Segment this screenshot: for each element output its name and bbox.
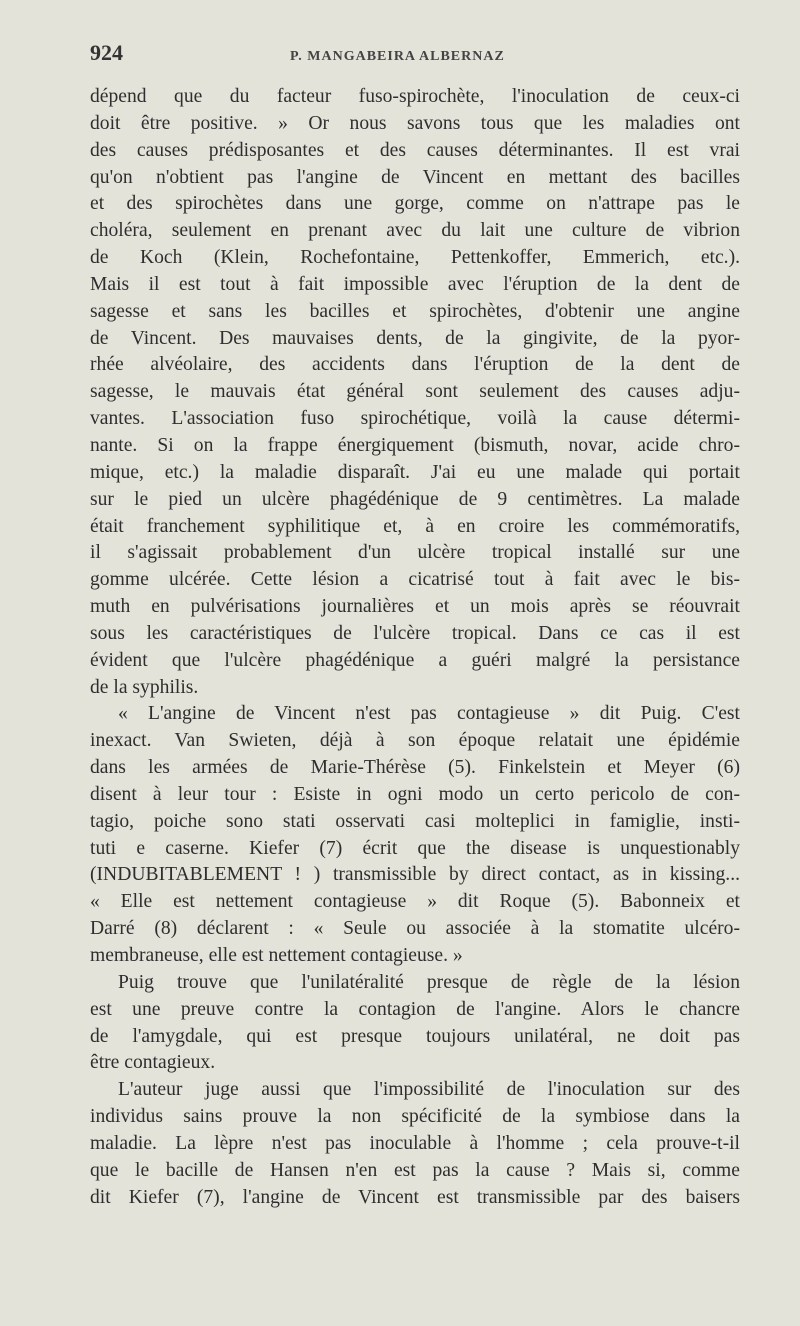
text-line: mique, etc.) la maladie disparaît. J'ai eu une malade qui portait (90, 461, 740, 483)
text-line: maladie. La lèpre n'est pas inoculable à l'homme ; cela prouve-t-il (90, 1132, 740, 1154)
text-line: membraneuse, elle est nettement contagieuse. » (90, 945, 463, 966)
text-line: et des spirochètes dans une gorge, comme on n'attrape pas le (90, 193, 740, 215)
text-line: dit Kiefer (7), l'angine de Vincent est transmissible par des baisers (90, 1186, 740, 1208)
running-head: P. MANGABEIRA ALBERNAZ (290, 49, 505, 64)
text-line: (INDUBITABLEMENT ! ) transmissible by direct contact, as in kissing... (90, 864, 740, 886)
text-line: est une preuve contre la contagion de l'angine. Alors le chancre (90, 998, 740, 1020)
text-line: sagesse et sans les bacilles et spirochètes, d'obtenir une angine (90, 300, 740, 322)
text-line: dans les armées de Marie-Thérèse (5). Finkelstein et Meyer (6) (90, 757, 740, 779)
text-line: de Koch (Klein, Rochefontaine, Pettenkoffer, Emmerich, etc.). (90, 247, 740, 269)
text-line: qu'on n'obtient pas l'angine de Vincent en mettant des bacilles (90, 166, 740, 188)
text-line: doit être positive. » Or nous savons tous que les maladies ont (90, 112, 740, 134)
body-text (90, 84, 740, 1211)
text-line: de l'amygdale, qui est presque toujours unilatéral, ne doit pas (90, 1025, 740, 1047)
text-line: nante. Si on la frappe énergiquement (bismuth, novar, acide chro- (90, 434, 740, 456)
text-line: Puig trouve que l'unilatéralité presque de règle de la lésion (118, 971, 740, 993)
text-line: rhée alvéolaire, des accidents dans l'éruption de la dent de (90, 354, 740, 376)
text-line: choléra, seulement en prenant avec du lait une culture de vibrion (90, 220, 740, 242)
text-line: dépend que du facteur fuso-spirochète, l'inoculation de ceux-ci (90, 86, 740, 107)
text-line: L'auteur juge aussi que l'impossibilité de l'inoculation sur des (118, 1079, 740, 1101)
text-line: il s'agissait probablement d'un ulcère tropical installé sur une (90, 542, 740, 564)
text-line: de Vincent. Des mauvaises dents, de la gingivite, de la pyor- (90, 327, 740, 349)
text-line: de la syphilis. (90, 676, 199, 698)
text-line: sagesse, le mauvais état général sont seulement des causes adju- (90, 381, 740, 403)
text-line: sur le pied un ulcère phagédénique de 9 centimètres. La malade (90, 488, 740, 510)
text-line: était franchement syphilitique et, à en croire les commémoratifs, (90, 515, 740, 537)
page-header (90, 40, 750, 74)
text-line: que le bacille de Hansen n'en est pas la cause ? Mais si, comme (90, 1159, 740, 1181)
text-line: inexact. Van Swieten, déjà à son époque relatait une épidémie (90, 730, 740, 752)
text-line: « L'angine de Vincent n'est pas contagieuse » dit Puig. C'est (118, 703, 740, 725)
text-line: vantes. L'association fuso spirochétique, voilà la cause détermi- (90, 408, 740, 430)
text-line: gomme ulcérée. Cette lésion a cicatrisé tout à fait avec le bis- (90, 569, 740, 591)
text-line: individus sains prouve la non spécificité de la symbiose dans la (90, 1106, 740, 1128)
text-line: tuti e caserne. Kiefer (7) écrit que the disease is unquestionably (90, 837, 740, 859)
text-line: tagio, poiche sono stati osservati casi molteplici in famiglie, insti- (90, 810, 740, 832)
page-number: 924 (90, 40, 123, 65)
text-line: muth en pulvérisations journalières et un mois après se réouvrait (90, 596, 740, 618)
text-line: « Elle est nettement contagieuse » dit Roque (5). Babonneix et (90, 891, 740, 913)
text-line: évident que l'ulcère phagédénique a guéri malgré la persistance (90, 649, 740, 671)
text-line: Mais il est tout à fait impossible avec l'éruption de la dent de (90, 273, 740, 295)
text-line: Darré (8) déclarent : « Seule ou associée à la stomatite ulcéro- (90, 918, 740, 940)
text-line: disent à leur tour : Esiste in ogni modo un certo pericolo de con- (90, 783, 740, 805)
text-line: des causes prédisposantes et des causes déterminantes. Il est vrai (90, 139, 740, 161)
text-line: sous les caractéristiques de l'ulcère tropical. Dans ce cas il est (90, 622, 740, 644)
text-line: être contagieux. (90, 1052, 216, 1074)
